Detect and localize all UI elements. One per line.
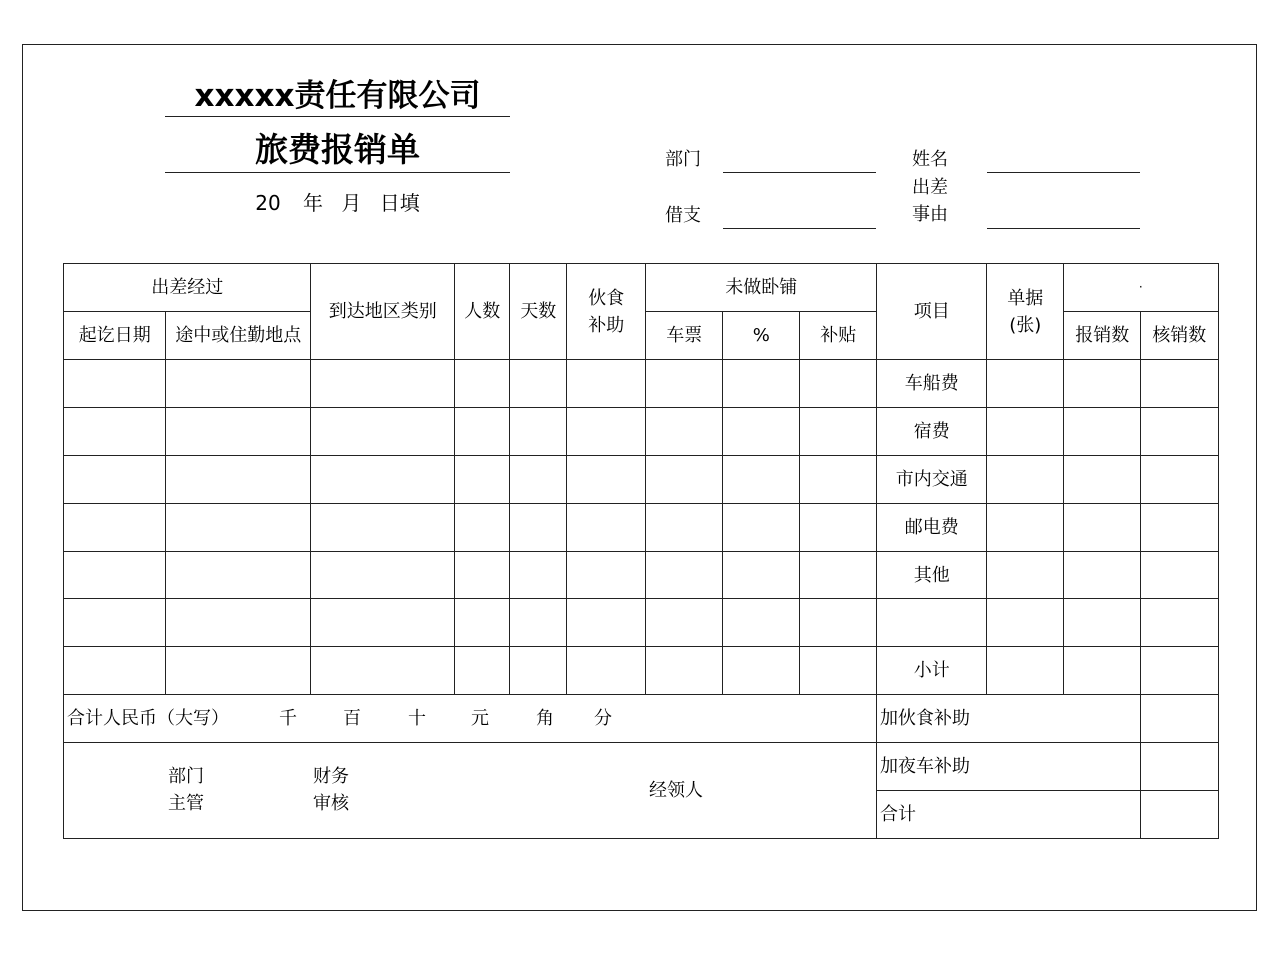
header-meal-allowance <box>566 263 647 361</box>
item-label-label: 宿费 <box>913 421 950 443</box>
trip-reason-field[interactable] <box>987 228 1140 229</box>
cell-meal[interactable] <box>566 646 647 696</box>
cell-ticket[interactable] <box>645 598 724 648</box>
item-label-label: 邮电费 <box>904 517 959 539</box>
extra-night-value[interactable] <box>1140 742 1219 792</box>
cell-percent[interactable] <box>722 359 801 409</box>
trip-reason-label-2: 事由 <box>912 204 948 225</box>
header-trip-group-label: 出差经过 <box>151 277 224 299</box>
cell-percent[interactable] <box>722 455 801 505</box>
cell-people[interactable] <box>454 598 511 648</box>
cell-location[interactable] <box>165 455 312 505</box>
cell-ticket[interactable] <box>645 503 724 553</box>
cell-approved[interactable] <box>1140 598 1219 648</box>
date-fill-line <box>165 187 510 216</box>
extra-night-label <box>876 742 1142 792</box>
cell-people[interactable] <box>454 646 511 696</box>
cell-receipts[interactable] <box>986 503 1065 553</box>
item-label <box>876 455 988 505</box>
cell-subsidy[interactable] <box>799 598 878 648</box>
cell-people[interactable] <box>454 407 511 457</box>
cell-approved[interactable] <box>1140 359 1219 409</box>
cell-date[interactable] <box>63 359 167 409</box>
header-people-label: 人数 <box>464 301 501 323</box>
amount-unit: 元 <box>471 708 489 729</box>
cell-claimed[interactable] <box>1063 551 1142 600</box>
name-field[interactable] <box>987 172 1140 173</box>
cell-date[interactable] <box>63 407 167 457</box>
header-subsidy <box>799 311 878 361</box>
extra-meal-label-label: 加伙食补助 <box>880 708 970 730</box>
cell-location[interactable] <box>165 551 312 600</box>
header-start-end-date-label: 起讫日期 <box>78 325 151 347</box>
cell-claimed[interactable] <box>1063 359 1142 409</box>
header-days-label: 天数 <box>520 301 557 323</box>
cell-date[interactable] <box>63 598 167 648</box>
cell-approved[interactable] <box>1140 646 1219 696</box>
item-label <box>876 598 988 648</box>
cell-receipts[interactable] <box>986 646 1065 696</box>
cell-approved[interactable] <box>1140 407 1219 457</box>
header-no-sleeper-group-label: 未做卧铺 <box>725 277 798 299</box>
cell-percent[interactable] <box>722 646 801 696</box>
cell-approved[interactable] <box>1140 551 1219 600</box>
cell-people[interactable] <box>454 551 511 600</box>
header-trip-group <box>63 263 312 313</box>
name-label: 姓名 <box>912 149 948 170</box>
cell-subsidy[interactable] <box>799 359 878 409</box>
header-percent-label: % <box>752 325 770 347</box>
header-meal-allowance-line-1: 伙食 <box>588 287 625 309</box>
cell-destination[interactable] <box>310 646 456 696</box>
date-year: 年 <box>303 191 324 215</box>
item-label <box>876 503 988 553</box>
rmb-total-row <box>63 694 878 744</box>
header-approved <box>1140 311 1219 361</box>
header-route-location <box>165 311 312 361</box>
cell-subsidy[interactable] <box>799 503 878 553</box>
header-route-location-label: 途中或住勤地点 <box>175 325 302 347</box>
item-label-label: 市内交通 <box>895 469 968 491</box>
cell-days[interactable] <box>509 359 568 409</box>
cell-location[interactable] <box>165 598 312 648</box>
header-no-sleeper-group <box>645 263 878 313</box>
advance-label: 借支 <box>665 205 701 226</box>
cell-subsidy[interactable] <box>799 455 878 505</box>
total-label-label: 合计 <box>880 803 916 825</box>
header-receipts <box>986 263 1065 361</box>
header-days <box>509 263 568 361</box>
header-ticket-label: 车票 <box>666 325 703 347</box>
cell-percent[interactable] <box>722 598 801 648</box>
cell-claimed[interactable] <box>1063 503 1142 553</box>
cell-location[interactable] <box>165 646 312 696</box>
header-meal-allowance-text <box>588 285 624 339</box>
date-day: 日填 <box>379 191 420 215</box>
form-title: 旅费报销单 <box>255 130 420 169</box>
finance-label-2: 审核 <box>313 793 349 814</box>
header-percent <box>722 311 801 361</box>
cell-subsidy[interactable] <box>799 646 878 696</box>
cell-receipts[interactable] <box>986 359 1065 409</box>
extra-night-label-label: 加夜车补助 <box>880 756 970 778</box>
amount-unit: 千 <box>279 708 297 729</box>
cell-date[interactable] <box>63 646 167 696</box>
cell-ticket[interactable] <box>645 359 724 409</box>
cell-percent[interactable] <box>722 551 801 600</box>
extra-meal-value[interactable] <box>1140 694 1219 744</box>
cell-receipts[interactable] <box>986 407 1065 457</box>
header-claimed <box>1063 311 1142 361</box>
header-receipts-text <box>1007 285 1043 339</box>
department-field[interactable] <box>723 172 876 173</box>
cell-days[interactable] <box>509 646 568 696</box>
extra-meal-label <box>876 694 1142 744</box>
rmb-total-label: 合计人民币（大写） <box>67 708 229 730</box>
cell-date[interactable] <box>63 455 167 505</box>
advance-field[interactable] <box>723 228 876 229</box>
cell-people[interactable] <box>454 455 511 505</box>
header-claimed-label: 报销数 <box>1075 325 1130 347</box>
cell-days[interactable] <box>509 455 568 505</box>
cell-location[interactable] <box>165 359 312 409</box>
cell-meal[interactable] <box>566 598 647 648</box>
cell-days[interactable] <box>509 551 568 600</box>
header-amount-group <box>1063 263 1219 313</box>
divider <box>165 116 510 117</box>
cell-meal[interactable] <box>566 455 647 505</box>
header-approved-label: 核销数 <box>1152 325 1207 347</box>
item-label-label: 车船费 <box>904 373 959 395</box>
cell-percent[interactable] <box>722 503 801 553</box>
header-meal-allowance-line-2: 补助 <box>588 314 625 336</box>
item-label <box>876 407 988 457</box>
cell-meal[interactable] <box>566 503 647 553</box>
item-label-label: 小计 <box>913 660 950 682</box>
cell-days[interactable] <box>509 598 568 648</box>
header-destination-category <box>310 263 456 361</box>
item-label <box>876 646 988 696</box>
header-item-label: 项目 <box>913 301 950 323</box>
department-label: 部门 <box>665 149 701 170</box>
item-label <box>876 359 988 409</box>
amount-unit: 十 <box>408 708 426 729</box>
cell-claimed[interactable] <box>1063 646 1142 696</box>
cell-meal[interactable] <box>566 359 647 409</box>
cell-ticket[interactable] <box>645 646 724 696</box>
header-ticket <box>645 311 724 361</box>
header-receipts-line-1: 单据 <box>1007 287 1044 309</box>
cell-ticket[interactable] <box>645 551 724 600</box>
cell-location[interactable] <box>165 503 312 553</box>
header-receipts-line-2: (张) <box>1009 314 1042 336</box>
amount-unit: 角 <box>536 708 554 729</box>
header-item <box>876 263 988 361</box>
header-people <box>454 263 511 361</box>
cell-receipts[interactable] <box>986 455 1065 505</box>
cell-percent[interactable] <box>722 407 801 457</box>
company-name: xxxxx责任有限公司 <box>194 78 481 114</box>
cell-meal[interactable] <box>566 551 647 600</box>
cell-date[interactable] <box>63 551 167 600</box>
cell-days[interactable] <box>509 407 568 457</box>
amount-unit: 分 <box>594 708 612 729</box>
item-label-label: 其他 <box>913 564 950 586</box>
cell-meal[interactable] <box>566 407 647 457</box>
divider <box>165 172 510 173</box>
amount-unit: 百 <box>343 708 361 729</box>
cell-people[interactable] <box>454 359 511 409</box>
cell-ticket[interactable] <box>645 455 724 505</box>
cell-subsidy[interactable] <box>799 407 878 457</box>
finance-label-1: 财务 <box>313 766 349 787</box>
cell-location[interactable] <box>165 407 312 457</box>
item-label <box>876 551 988 600</box>
cell-destination[interactable] <box>310 551 456 600</box>
cell-ticket[interactable] <box>645 407 724 457</box>
cell-days[interactable] <box>509 503 568 553</box>
cell-destination[interactable] <box>310 455 456 505</box>
total-value[interactable] <box>1140 790 1219 839</box>
cell-destination[interactable] <box>310 407 456 457</box>
handler-label: 经领人 <box>649 780 703 801</box>
date-month: 月 <box>341 191 362 215</box>
dept-head-label-1: 部门 <box>168 766 204 787</box>
dept-head-label-2: 主管 <box>168 793 204 814</box>
cell-destination[interactable] <box>310 598 456 648</box>
date-prefix: 20 <box>255 191 281 215</box>
total-label <box>876 790 1142 839</box>
cell-receipts[interactable] <box>986 598 1065 648</box>
cell-receipts[interactable] <box>986 551 1065 600</box>
cell-approved[interactable] <box>1140 455 1219 505</box>
cell-approved[interactable] <box>1140 503 1219 553</box>
cell-claimed[interactable] <box>1063 455 1142 505</box>
header-start-end-date <box>63 311 167 361</box>
cell-claimed[interactable] <box>1063 407 1142 457</box>
cell-subsidy[interactable] <box>799 551 878 600</box>
header-destination-category-label: 到达地区类别 <box>328 301 437 323</box>
trip-reason-label-1: 出差 <box>912 177 948 198</box>
cell-date[interactable] <box>63 503 167 553</box>
header-subsidy-label: 补贴 <box>820 325 857 347</box>
cell-people[interactable] <box>454 503 511 553</box>
header-amount-group-label: · <box>1138 280 1143 294</box>
cell-destination[interactable] <box>310 503 456 553</box>
cell-claimed[interactable] <box>1063 598 1142 648</box>
cell-destination[interactable] <box>310 359 456 409</box>
